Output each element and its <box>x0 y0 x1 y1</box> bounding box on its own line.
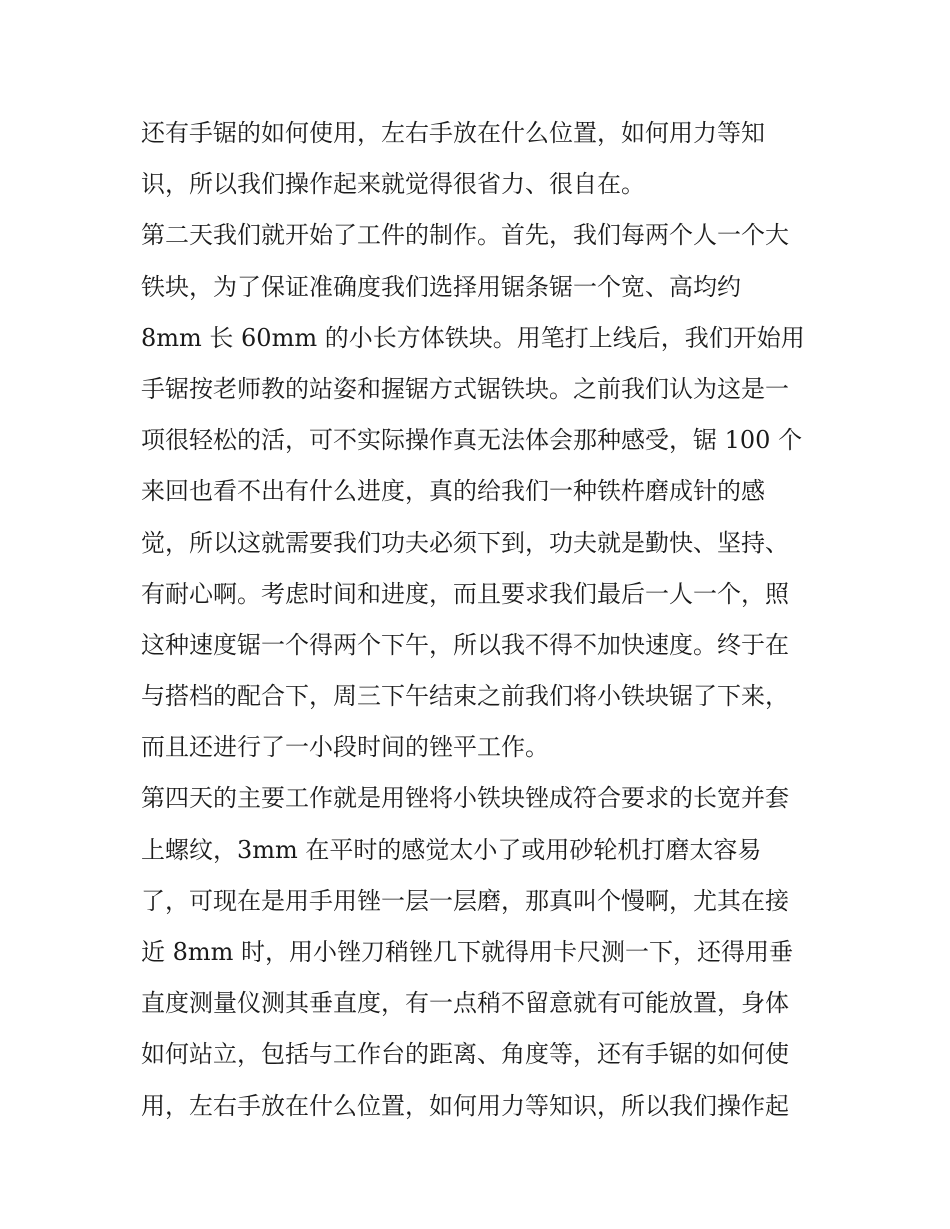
text-line-1: 还有手锯的如何使用，左右手放在什么位置，如何用力等知 <box>141 119 765 147</box>
text-line-5: 8mm 长 60mm 的小长方体铁块。用笔打上线后，我们开始用 <box>141 323 805 352</box>
text-line-12: 与搭档的配合下，周三下午结束之前我们将小铁块锯了下来， <box>141 682 789 711</box>
text-line-11: 这种速度锯一个得两个下午，所以我不得不加快速度。终于在 <box>141 630 789 659</box>
text-line-14: 第四天的主要工作就是用锉将小铁块锉成符合要求的长宽并套 <box>141 784 789 813</box>
text-line-17: 近 8mm 时，用小锉刀稍锉几下就得用卡尺测一下，还得用垂 <box>141 938 794 966</box>
text-line-16: 了，可现在是用手用锉一层一层磨，那真叫个慢啊，尤其在接 <box>141 886 789 915</box>
text-line-10: 有耐心啊。考虑时间和进度，而且要求我们最后一人一个，照 <box>141 579 789 608</box>
text-line-13: 而且还进行了一小段时间的锉平工作。 <box>141 733 549 762</box>
text-line-15: 上螺纹，3mm 在平时的感觉太小了或用砂轮机打磨太容易 <box>141 835 762 864</box>
text-line-7: 项很轻松的活，可不实际操作真无法体会那种感受，锯 100 个 <box>141 426 803 455</box>
text-line-9: 觉，所以这就需要我们功夫必须下到，功夫就是勤快、坚持、 <box>141 528 789 557</box>
text-line-2: 识，所以我们操作起来就觉得很省力、很自在。 <box>141 170 645 199</box>
text-line-3: 第二天我们就开始了工件的制作。首先，我们每两个人一个大 <box>141 221 789 250</box>
document-body <box>141 108 831 1132</box>
text-line-19: 如何站立，包括与工作台的距离、角度等，还有手锯的如何使 <box>141 1040 789 1069</box>
text-line-4: 铁块，为了保证准确度我们选择用锯条锯一个宽、高均约 <box>141 272 741 301</box>
text-line-20: 用，左右手放在什么位置，如何用力等知识，所以我们操作起 <box>141 1091 789 1120</box>
text-line-8: 来回也看不出有什么进度，真的给我们一种铁杵磨成针的感 <box>141 477 765 506</box>
text-line-6: 手锯按老师教的站姿和握锯方式锯铁块。之前我们认为这是一 <box>141 374 789 403</box>
text-line-18: 直度测量仪测其垂直度，有一点稍不留意就有可能放置，身体 <box>141 989 789 1018</box>
